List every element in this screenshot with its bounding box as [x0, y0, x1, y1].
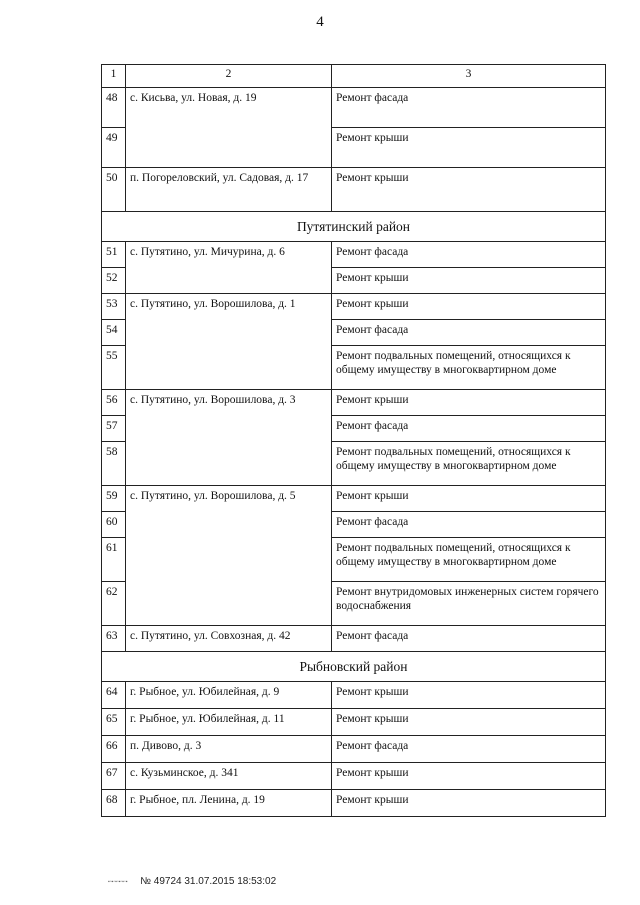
row-number: 67 [102, 763, 126, 790]
address-cell: с. Путятино, ул. Совхозная, д. 42 [126, 626, 332, 652]
row-number: 60 [102, 512, 126, 538]
work-cell: Ремонт фасада [332, 512, 606, 538]
address-cell: с. Кисьва, ул. Новая, д. 19 [126, 88, 332, 168]
column-header-3: 3 [332, 65, 606, 88]
work-cell: Ремонт крыши [332, 294, 606, 320]
section-title-putyatino: Путятинский район [102, 212, 606, 242]
table-row [102, 682, 606, 709]
work-cell: Ремонт фасада [332, 88, 606, 128]
address-cell: с. Путятино, ул. Мичурина, д. 6 [126, 242, 332, 294]
row-number: 55 [102, 346, 126, 390]
row-number: 50 [102, 168, 126, 212]
work-cell: Ремонт фасада [332, 626, 606, 652]
table-row [102, 790, 606, 817]
work-cell: Ремонт фасада [332, 242, 606, 268]
address-cell: п. Дивово, д. 3 [126, 736, 332, 763]
row-number: 65 [102, 709, 126, 736]
row-number: 62 [102, 582, 126, 626]
work-cell: Ремонт подвальных помещений, относящихся к общему имуществу в многоквартирном доме [332, 538, 606, 582]
table-row [102, 626, 606, 652]
row-number: 52 [102, 268, 126, 294]
address-cell: г. Рыбное, ул. Юбилейная, д. 11 [126, 709, 332, 736]
section-row [102, 212, 606, 242]
table-row [102, 486, 606, 512]
work-cell: Ремонт крыши [332, 268, 606, 294]
section-row [102, 652, 606, 682]
section-title-rybnoe: Рыбновский район [102, 652, 606, 682]
address-cell: с. Путятино, ул. Ворошилова, д. 3 [126, 390, 332, 486]
repair-table [101, 64, 606, 817]
work-cell: Ремонт фасада [332, 416, 606, 442]
table-row [102, 242, 606, 268]
table-row [102, 763, 606, 790]
work-cell: Ремонт крыши [332, 390, 606, 416]
row-number: 63 [102, 626, 126, 652]
row-number: 53 [102, 294, 126, 320]
address-cell: г. Рыбное, ул. Юбилейная, д. 9 [126, 682, 332, 709]
work-cell: Ремонт подвальных помещений, относящихся к общему имуществу в многоквартирном доме [332, 346, 606, 390]
work-cell: Ремонт подвальных помещений, относящихся к общему имуществу в многоквартирном доме [332, 442, 606, 486]
table-header-row [102, 65, 606, 88]
table-row [102, 294, 606, 320]
address-cell: с. Кузьминское, д. 341 [126, 763, 332, 790]
row-number: 56 [102, 390, 126, 416]
row-number: 61 [102, 538, 126, 582]
row-number: 58 [102, 442, 126, 486]
row-number: 68 [102, 790, 126, 817]
row-number: 54 [102, 320, 126, 346]
work-cell: Ремонт крыши [332, 486, 606, 512]
table-row [102, 88, 606, 128]
work-cell: Ремонт крыши [332, 709, 606, 736]
address-cell: с. Путятино, ул. Ворошилова, д. 5 [126, 486, 332, 626]
table-row [102, 390, 606, 416]
address-cell: с. Путятино, ул. Ворошилова, д. 1 [126, 294, 332, 390]
column-header-2: 2 [126, 65, 332, 88]
row-number: 59 [102, 486, 126, 512]
row-number: 57 [102, 416, 126, 442]
address-cell: п. Погореловский, ул. Садовая, д. 17 [126, 168, 332, 212]
work-cell: Ремонт крыши [332, 168, 606, 212]
column-header-1: 1 [102, 65, 126, 88]
row-number: 49 [102, 128, 126, 168]
row-number: 66 [102, 736, 126, 763]
work-cell: Ремонт крыши [332, 682, 606, 709]
work-cell: Ремонт крыши [332, 763, 606, 790]
table-row [102, 736, 606, 763]
table-row [102, 168, 606, 212]
row-number: 48 [102, 88, 126, 128]
document-registration-id: № 49724 31.07.2015 18:53:02 [140, 876, 277, 887]
address-cell: г. Рыбное, пл. Ленина, д. 19 [126, 790, 332, 817]
document-footer [108, 876, 276, 887]
page-number: 4 [316, 14, 324, 30]
work-cell: Ремонт фасада [332, 736, 606, 763]
registration-stamp-mark: ▪▫▪▫▪▫▪▫▪▫▪ [108, 878, 128, 885]
work-cell: Ремонт внутридомовых инженерных систем горячего водоснабжения [332, 582, 606, 626]
work-cell: Ремонт крыши [332, 128, 606, 168]
table-row [102, 709, 606, 736]
work-cell: Ремонт фасада [332, 320, 606, 346]
row-number: 64 [102, 682, 126, 709]
work-cell: Ремонт крыши [332, 790, 606, 817]
row-number: 51 [102, 242, 126, 268]
